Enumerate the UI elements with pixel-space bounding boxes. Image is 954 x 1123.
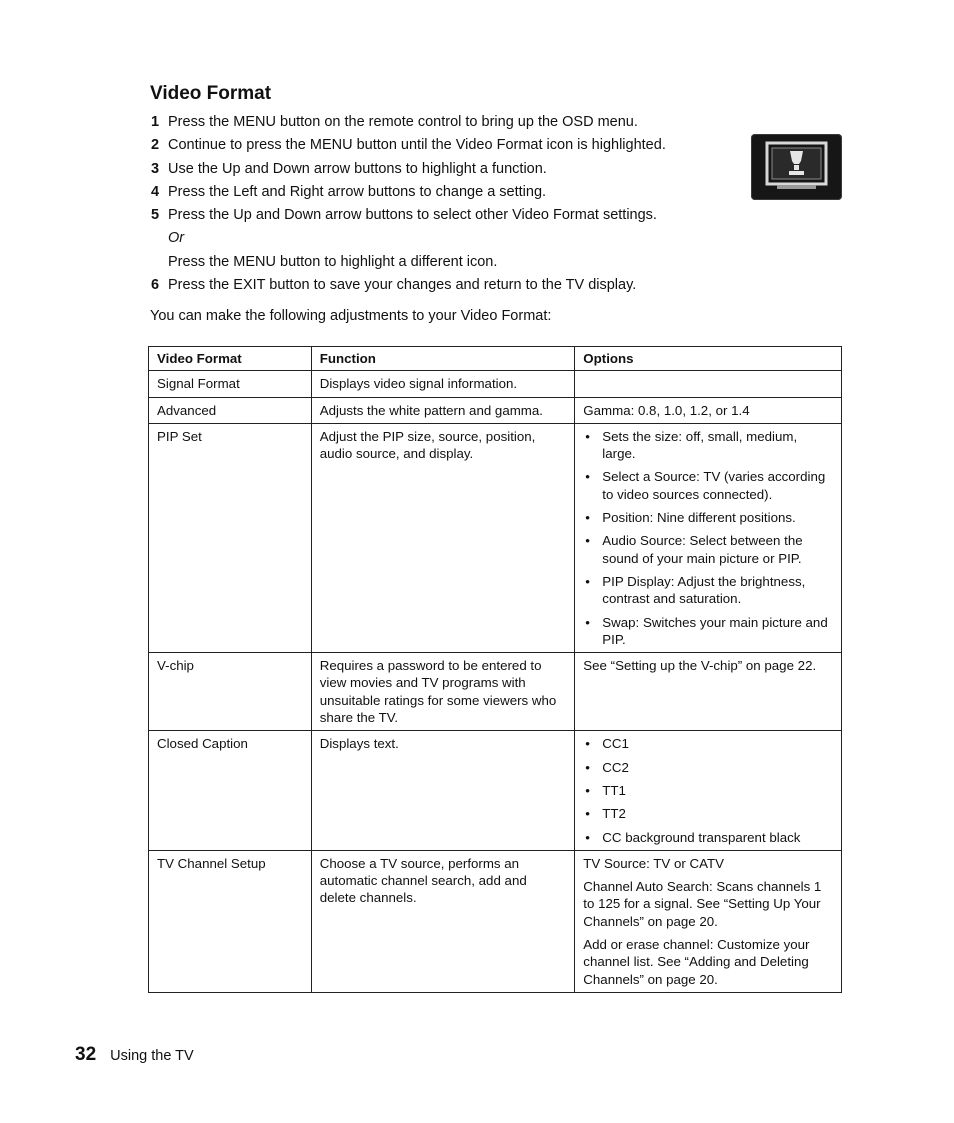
table-row xyxy=(149,423,842,652)
cell-function: Displays video signal information. xyxy=(311,371,575,397)
table-row xyxy=(149,653,842,731)
cell-function: Choose a TV source, performs an automatic channel search, add and delete channels. xyxy=(311,850,575,992)
step-number: 5 xyxy=(151,207,160,224)
step-number: 3 xyxy=(151,160,160,177)
step-text: Press the Left and Right arrow buttons to change a setting. xyxy=(168,183,547,200)
cell-options xyxy=(575,731,842,850)
step-3 xyxy=(150,158,720,181)
header-options: Options xyxy=(575,347,842,371)
cell-function: Displays text. xyxy=(311,731,575,850)
step-5-alt xyxy=(150,251,720,274)
step-text: Press the EXIT button to save your changes and return to the TV display. xyxy=(168,277,637,294)
cell-format: Advanced xyxy=(149,397,312,423)
cell-options xyxy=(575,850,842,992)
section-title: Video Format xyxy=(150,83,272,104)
step-text: Press the Up and Down arrow buttons to select other Video Format settings. xyxy=(168,207,657,224)
chapter-title: Using the TV xyxy=(110,1048,194,1064)
table-header-row xyxy=(149,347,842,371)
step-4 xyxy=(150,181,720,204)
intro-text: You can make the following adjustments to your Video Format: xyxy=(150,308,552,324)
option-text: TV Source: TV or CATV xyxy=(583,855,724,871)
table-row xyxy=(149,850,842,992)
video-format-table xyxy=(148,346,842,993)
step-number: 4 xyxy=(151,183,160,200)
page-number: 32 xyxy=(75,1044,97,1065)
cell-function: Requires a password to be entered to view movies and TV programs with unsuitable ratings for some viewers who share the TV. xyxy=(311,653,575,731)
option-item: • Swap: Switches your main picture and PIP. xyxy=(583,614,833,649)
step-number: 2 xyxy=(151,137,160,154)
cell-format: Closed Caption xyxy=(149,731,312,850)
option-list xyxy=(583,428,833,648)
step-text: Continue to press the MENU button until the Video Format icon is highlighted. xyxy=(168,137,666,154)
cell-format: V-chip xyxy=(149,653,312,731)
tv-screen-icon xyxy=(751,134,842,200)
step-number: 1 xyxy=(151,114,160,130)
cell-options xyxy=(575,423,842,652)
cell-format: Signal Format xyxy=(149,371,312,397)
cell-options xyxy=(575,653,842,731)
option-item: • CC background transparent black xyxy=(583,829,833,846)
cell-function: Adjusts the white pattern and gamma. xyxy=(311,397,575,423)
step-text: Press the MENU button on the remote control to bring up the OSD menu. xyxy=(168,114,638,130)
or-label: Or xyxy=(168,230,185,247)
option-item: • Select a Source: TV (varies according to video sources connected). xyxy=(583,468,833,503)
step-1 xyxy=(150,111,720,134)
video-format-icon xyxy=(751,134,842,200)
header-function: Function xyxy=(311,347,575,371)
step-5-or xyxy=(150,227,720,250)
step-2 xyxy=(150,134,720,157)
option-item: • Position: Nine different positions. xyxy=(583,509,833,526)
option-text: Add or erase channel: Customize your channel list. See “Adding and Deleting Channels” on page 20. xyxy=(583,937,810,987)
option-text: Gamma: 0.8, 1.0, 1.2, or 1.4 xyxy=(583,402,750,418)
table-row xyxy=(149,731,842,850)
option-item: • CC1 xyxy=(583,735,833,752)
cell-format: TV Channel Setup xyxy=(149,850,312,992)
step-5 xyxy=(150,204,720,227)
step-text: Use the Up and Down arrow buttons to highlight a function. xyxy=(168,160,547,177)
option-text: Channel Auto Search: Scans channels 1 to 125 for a signal. See “Setting Up Your Channels” on page 20. xyxy=(583,879,822,929)
cell-options xyxy=(575,371,842,397)
option-item: • CC2 xyxy=(583,759,833,776)
option-item: • TT2 xyxy=(583,805,833,822)
step-alt-text: Press the MENU button to highlight a different icon. xyxy=(168,253,498,270)
option-text: See “Setting up the V-chip” on page 22. xyxy=(583,658,817,674)
option-item: • TT1 xyxy=(583,782,833,799)
option-item: • PIP Display: Adjust the brightness, contrast and saturation. xyxy=(583,573,833,608)
option-list xyxy=(583,735,833,845)
cell-format: PIP Set xyxy=(149,423,312,652)
step-6 xyxy=(150,274,720,297)
step-list xyxy=(150,111,720,297)
cell-options xyxy=(575,397,842,423)
header-video-format: Video Format xyxy=(149,347,312,371)
option-item: • Sets the size: off, small, medium, large. xyxy=(583,428,833,463)
step-number: 6 xyxy=(151,277,160,294)
table-row xyxy=(149,397,842,423)
option-item: • Audio Source: Select between the sound of your main picture or PIP. xyxy=(583,532,833,567)
cell-function: Adjust the PIP size, source, position, audio source, and display. xyxy=(311,423,575,652)
page-footer xyxy=(75,1044,194,1066)
table-row xyxy=(149,371,842,397)
